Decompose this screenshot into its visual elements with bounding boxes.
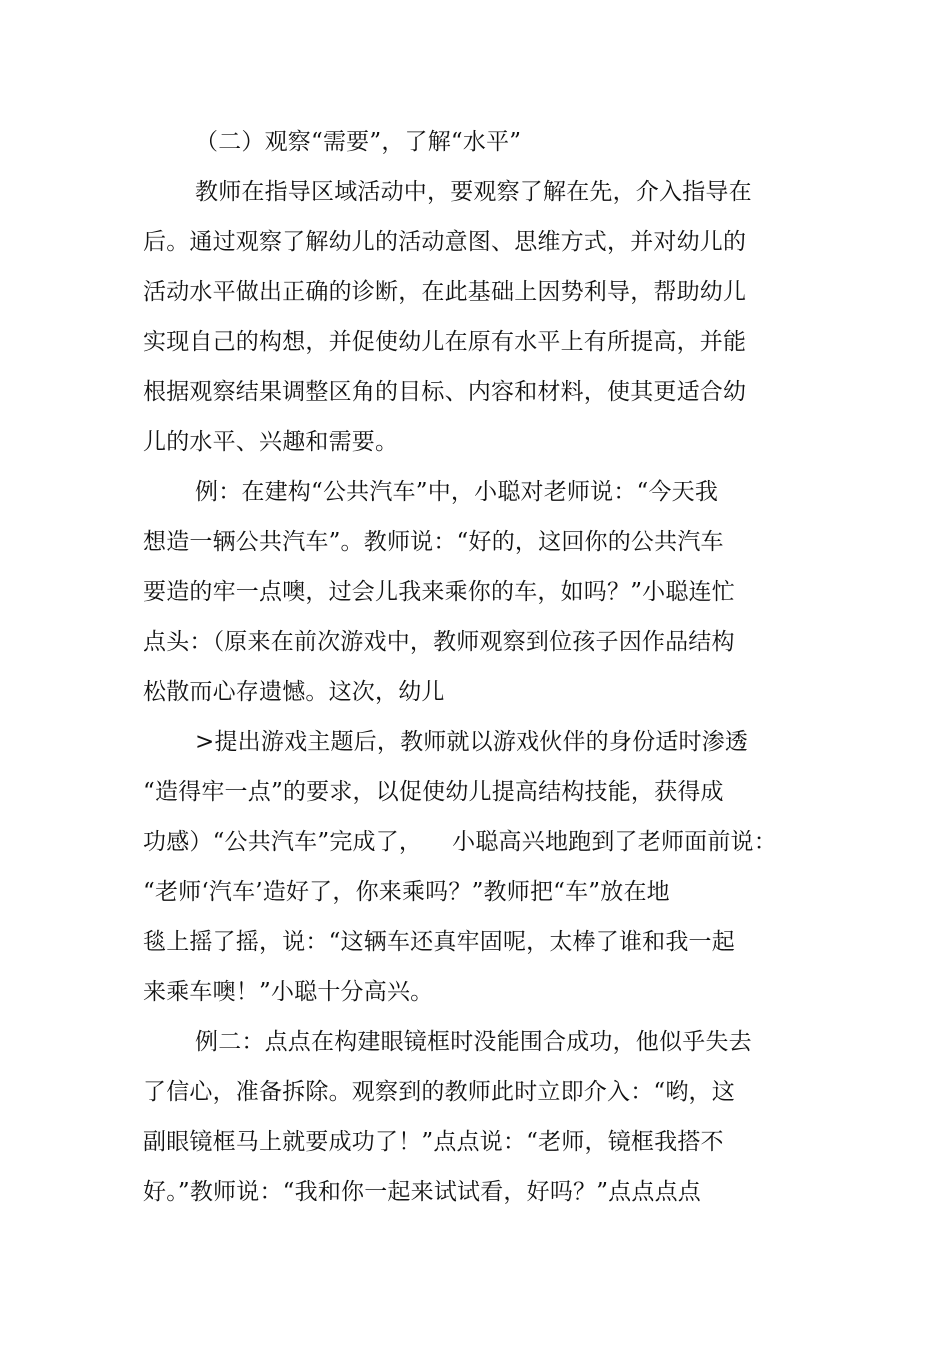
paragraph-line: 后。通过观察了解幼儿的活动意图、思维方式，并对幼儿的 xyxy=(143,229,747,255)
example-line: 松散而心存遗憾。这次，幼儿 xyxy=(143,679,445,705)
paragraph-line: 儿的水平、兴趣和需要。 xyxy=(143,429,399,455)
example-line: 例：在建构“公共汽车”中，小聪对老师说：“今天我 xyxy=(195,479,719,505)
paragraph-line: 实现自己的构想，并促使幼儿在原有水平上有所提高，并能 xyxy=(143,329,747,355)
example-two-line: 副眼镜框马上就要成功了！”点点说：“老师，镜框我搭不 xyxy=(143,1129,724,1155)
example-line: “造得牢一点”的要求，以促使幼儿提高结构技能，获得成 xyxy=(143,779,724,805)
paragraph-line: 活动水平做出正确的诊断，在此基础上因势利导，帮助幼儿 xyxy=(143,279,747,305)
example-line: “老师‘汽车’造好了，你来乘吗？”教师把“车”放在地 xyxy=(143,879,670,905)
paragraph-line: 根据观察结果调整区角的目标、内容和材料，使其更适合幼 xyxy=(143,379,747,405)
example-line: 来乘车噢！”小聪十分高兴。 xyxy=(143,979,434,1005)
paragraph-line: 教师在指导区域活动中，要观察了解在先，介入指导在 xyxy=(195,179,752,205)
example-line: 想造一辆公共汽车”。教师说：“好的，这回你的公共汽车 xyxy=(143,529,724,555)
example-line: 毯上摇了摇，说：“这辆车还真牢固呢，太棒了谁和我一起 xyxy=(143,929,735,955)
example-line: 功感）“公共汽车”完成了， 小聪高兴地跑到了老师面前说： xyxy=(143,829,777,855)
example-line: >提出游戏主题后，教师就以游戏伙伴的身份适时渗透 xyxy=(195,729,749,755)
example-line: 要造的牢一点噢，过会儿我来乘你的车，如吗？”小聪连忙 xyxy=(143,579,735,605)
section-heading: （二）观察“需要”，了解“水平” xyxy=(195,129,522,155)
example-two-line: 好。”教师说：“我和你一起来试试看，好吗？”点点点点 xyxy=(143,1179,701,1205)
example-two-line: 例二：点点在构建眼镜框时没能围合成功，他似乎失去 xyxy=(195,1029,752,1055)
example-two-line: 了信心，准备拆除。观察到的教师此时立即介入：“哟，这 xyxy=(143,1079,735,1105)
example-line: 点头：（原来在前次游戏中，教师观察到位孩子因作品结构 xyxy=(143,629,735,655)
